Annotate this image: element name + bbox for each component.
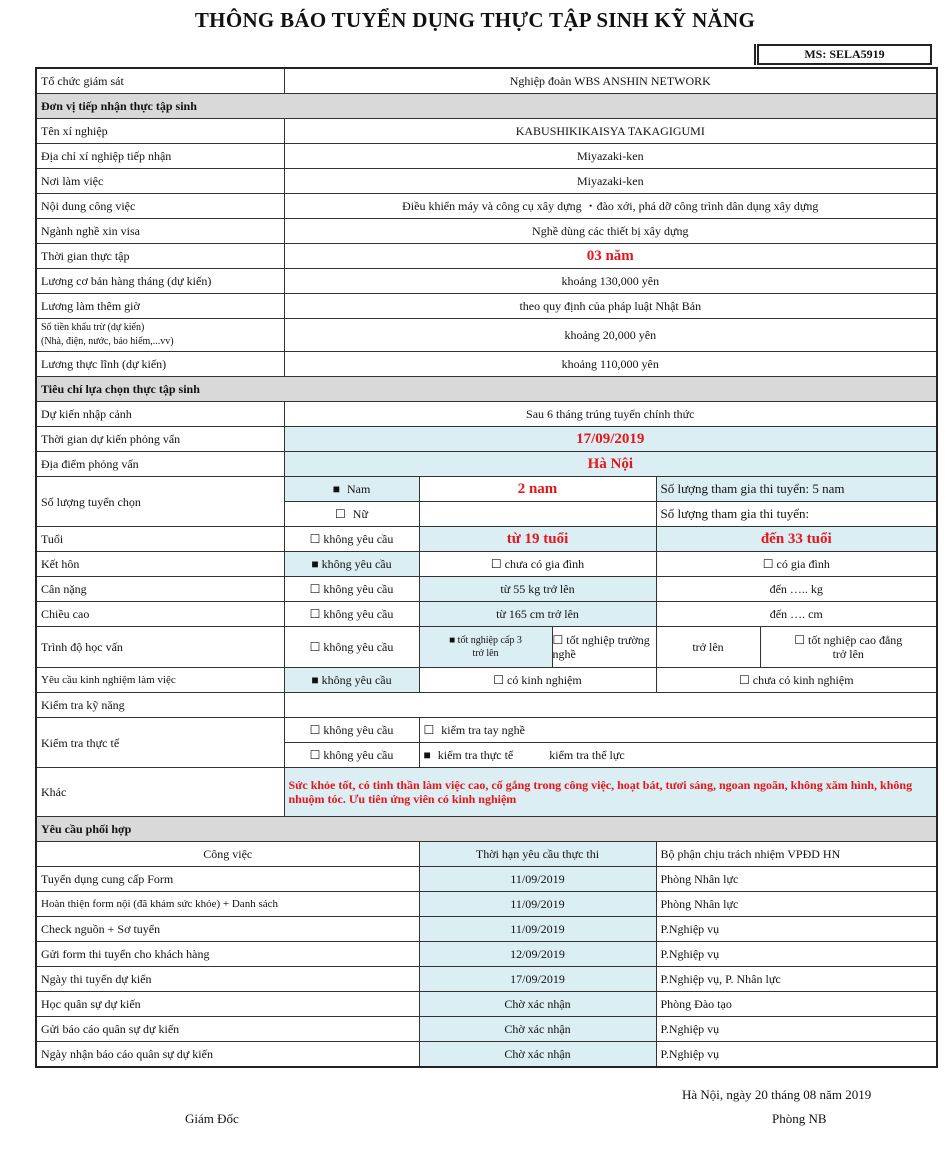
column-header: Công việc: [36, 842, 419, 867]
quantity-row-male: [36, 477, 937, 502]
column-header: Bộ phận chịu trách nhiệm VPĐD HN: [656, 842, 937, 867]
field-label: Yêu cầu kinh nghiệm làm việc: [36, 668, 284, 693]
field-label: Số tiền khấu trừ (dự kiến) (Nhà, điện, nước, bảo hiểm,...vv): [36, 319, 284, 352]
checkbox-icon: ☐: [423, 723, 435, 737]
field-label: Kết hôn: [36, 552, 284, 577]
field-label: Lương làm thêm giờ: [36, 294, 284, 319]
age-option: ☐ không yêu cầu: [284, 527, 419, 552]
job-row: [36, 194, 937, 219]
single-option: ☐ chưa có gia đình: [419, 552, 656, 577]
field-label: Cân nặng: [36, 577, 284, 602]
field-label: Chiều cao: [36, 602, 284, 627]
interview-place-row: [36, 452, 937, 477]
height-row: [36, 602, 937, 627]
address-row: [36, 144, 937, 169]
female-exam-count: Số lượng tham gia thi tuyển:: [656, 502, 937, 527]
company-row: [36, 119, 937, 144]
weight-row: [36, 577, 937, 602]
field-label: Tên xí nghiệp: [36, 119, 284, 144]
field-label: Trình độ học vấn: [36, 627, 284, 668]
field-value: Hà Nội: [284, 452, 937, 477]
education-option: ☐ không yêu cầu: [284, 627, 419, 668]
has-experience-option: ☐ có kinh nghiệm: [419, 668, 656, 693]
field-value: [284, 693, 937, 718]
workplace-row: [36, 169, 937, 194]
field-label: Kiểm tra kỹ năng: [36, 693, 284, 718]
vocational-option: ☐ tốt nghiệp trường nghề: [553, 627, 656, 667]
footer-date: Hà Nội, ngày 20 tháng 08 năm 2019: [682, 1087, 872, 1102]
experience-row: [36, 668, 937, 693]
married-option: ☐ có gia đình: [656, 552, 937, 577]
field-value: Nghiệp đoàn WBS ANSHIN NETWORK: [284, 68, 937, 94]
table-row: Tuyển dụng cung cấp Form 11/09/2019 Phòng Nhân lực: [36, 867, 937, 892]
female-option: ☐ Nữ: [284, 502, 419, 527]
field-value: Miyazaki-ken: [284, 169, 937, 194]
field-value: khoảng 130,000 yên: [284, 269, 937, 294]
section-header: Đơn vị tiếp nhận thực tập sinh: [36, 94, 937, 119]
education-levels: [419, 627, 656, 668]
field-label: Tuổi: [36, 527, 284, 552]
field-label: Nơi làm việc: [36, 169, 284, 194]
document-code: MS: SELA5919: [757, 44, 932, 65]
practical-test-row-1: [36, 718, 937, 743]
field-label: Thời gian dự kiến phỏng vấn: [36, 427, 284, 452]
interview-time-row: [36, 427, 937, 452]
field-label: Số lượng tuyển chọn: [36, 477, 284, 527]
table-row: Ngày nhận báo cáo quân sự dự kiến Chờ xác nhận P.Nghiệp vụ: [36, 1042, 937, 1068]
table-row: Gửi báo cáo quân sự dự kiến Chờ xác nhận P.Nghiệp vụ: [36, 1017, 937, 1042]
field-label: Dự kiến nhập cảnh: [36, 402, 284, 427]
coordination-header-row: [36, 842, 937, 867]
table-row: Học quân sự dự kiến Chờ xác nhận Phòng Đào tạo: [36, 992, 937, 1017]
vocational-option-cont: trở lên: [656, 627, 760, 668]
male-exam-count: Số lượng tham gia thi tuyển: 5 nam: [656, 477, 937, 502]
field-value: 03 năm: [284, 244, 937, 269]
visa-row: [36, 219, 937, 244]
checkbox-icon: ☐: [335, 507, 346, 521]
checked-box-icon: ■: [332, 482, 340, 496]
weight-from: từ 55 kg trở lên: [419, 577, 656, 602]
male-count: 2 nam: [419, 477, 656, 502]
base-salary-row: [36, 269, 937, 294]
field-label: Thời gian thực tập: [36, 244, 284, 269]
weight-option: ☐ không yêu cầu: [284, 577, 419, 602]
supervisor-row: [36, 68, 937, 94]
high-school-option: ■ tốt nghiệp cấp 3 trở lên: [420, 627, 553, 667]
education-row: [36, 627, 937, 668]
field-label: Kiểm tra thực tế: [36, 718, 284, 768]
college-option: ☐ tốt nghiệp cao đẳng trở lên: [760, 627, 937, 668]
no-experience-option: ☐ chưa có kinh nghiệm: [656, 668, 937, 693]
marriage-row: [36, 552, 937, 577]
field-value: Điều khiển máy và công cụ xây dựng ・đào xới, phá dỡ công trình dân dụng xây dựng: [284, 194, 937, 219]
age-from: từ 19 tuổi: [419, 527, 656, 552]
other-row: [36, 768, 937, 817]
practical-check-options: ■ kiểm tra thực tế kiểm tra thể lực: [419, 743, 937, 768]
deduction-row: [36, 319, 937, 352]
field-label: Ngành nghề xin visa: [36, 219, 284, 244]
table-row: Hoàn thiện form nội (đã khám sức khỏe) + Danh sách 11/09/2019 Phòng Nhân lực: [36, 892, 937, 917]
table-row: Check nguồn + Sơ tuyển 11/09/2019 P.Nghiệp vụ: [36, 917, 937, 942]
marriage-option: ■ không yêu cầu: [284, 552, 419, 577]
field-value: 17/09/2019: [284, 427, 937, 452]
field-label: Địa điểm phỏng vấn: [36, 452, 284, 477]
director-signature-label: Giám Đốc: [185, 1111, 239, 1126]
table-row: Gửi form thi tuyển cho khách hàng 12/09/2019 P.Nghiệp vụ: [36, 942, 937, 967]
field-value: Sau 6 tháng trúng tuyển chính thức: [284, 402, 937, 427]
field-label: Tổ chức giám sát: [36, 68, 284, 94]
height-to: đến …. cm: [656, 602, 937, 627]
skill-check-option: ☐ kiểm tra tay nghề: [419, 718, 937, 743]
field-value: theo quy định của pháp luật Nhật Bản: [284, 294, 937, 319]
height-option: ☐ không yêu cầu: [284, 602, 419, 627]
section-header: Yêu cầu phối hợp: [36, 817, 937, 842]
field-value: Sức khỏe tốt, có tinh thần làm việc cao, cố gắng trong công việc, hoạt bát, tươi sáng, ngoan ngoãn, không xăm hình, không nhuộm tóc. Ưu tiên ứng viên có kinh nghiệm: [284, 768, 937, 817]
entry-row: [36, 402, 937, 427]
field-label: Địa chỉ xí nghiệp tiếp nhận: [36, 144, 284, 169]
practical-option-1: ☐ không yêu cầu: [284, 718, 419, 743]
field-label: Lương thực lĩnh (dự kiến): [36, 352, 284, 377]
field-value: khoảng 110,000 yên: [284, 352, 937, 377]
overtime-row: [36, 294, 937, 319]
recruitment-form-table: [35, 67, 938, 1068]
field-label: Nội dung công việc: [36, 194, 284, 219]
net-salary-row: [36, 352, 937, 377]
column-header: Thời hạn yêu cầu thực thi: [419, 842, 656, 867]
department-signature-label: Phòng NB: [772, 1111, 827, 1126]
field-value: Nghề dùng các thiết bị xây dựng: [284, 219, 937, 244]
field-label: Lương cơ bản hàng tháng (dự kiến): [36, 269, 284, 294]
field-value: KABUSHIKIKAISYA TAKAGIGUMI: [284, 119, 937, 144]
practical-option-2: ☐ không yêu cầu: [284, 743, 419, 768]
age-to: đến 33 tuổi: [656, 527, 937, 552]
weight-to: đến ….. kg: [656, 577, 937, 602]
checked-box-icon: ■: [423, 748, 431, 762]
field-value: Miyazaki-ken: [284, 144, 937, 169]
duration-row: [36, 244, 937, 269]
male-option: ■ Nam: [284, 477, 419, 502]
table-row: Ngày thi tuyển dự kiến 17/09/2019 P.Nghiệp vụ, P. Nhân lực: [36, 967, 937, 992]
field-label: Khác: [36, 768, 284, 817]
page-title: THÔNG BÁO TUYỂN DỤNG THỰC TẬP SINH KỸ NĂNG: [194, 8, 756, 32]
skill-test-row: [36, 693, 937, 718]
field-value: khoảng 20,000 yên: [284, 319, 937, 352]
experience-option: ■ không yêu cầu: [284, 668, 419, 693]
age-row: [36, 527, 937, 552]
section-header: Tiêu chí lựa chọn thực tập sinh: [36, 377, 937, 402]
female-count: [419, 502, 656, 527]
height-from: từ 165 cm trở lên: [419, 602, 656, 627]
